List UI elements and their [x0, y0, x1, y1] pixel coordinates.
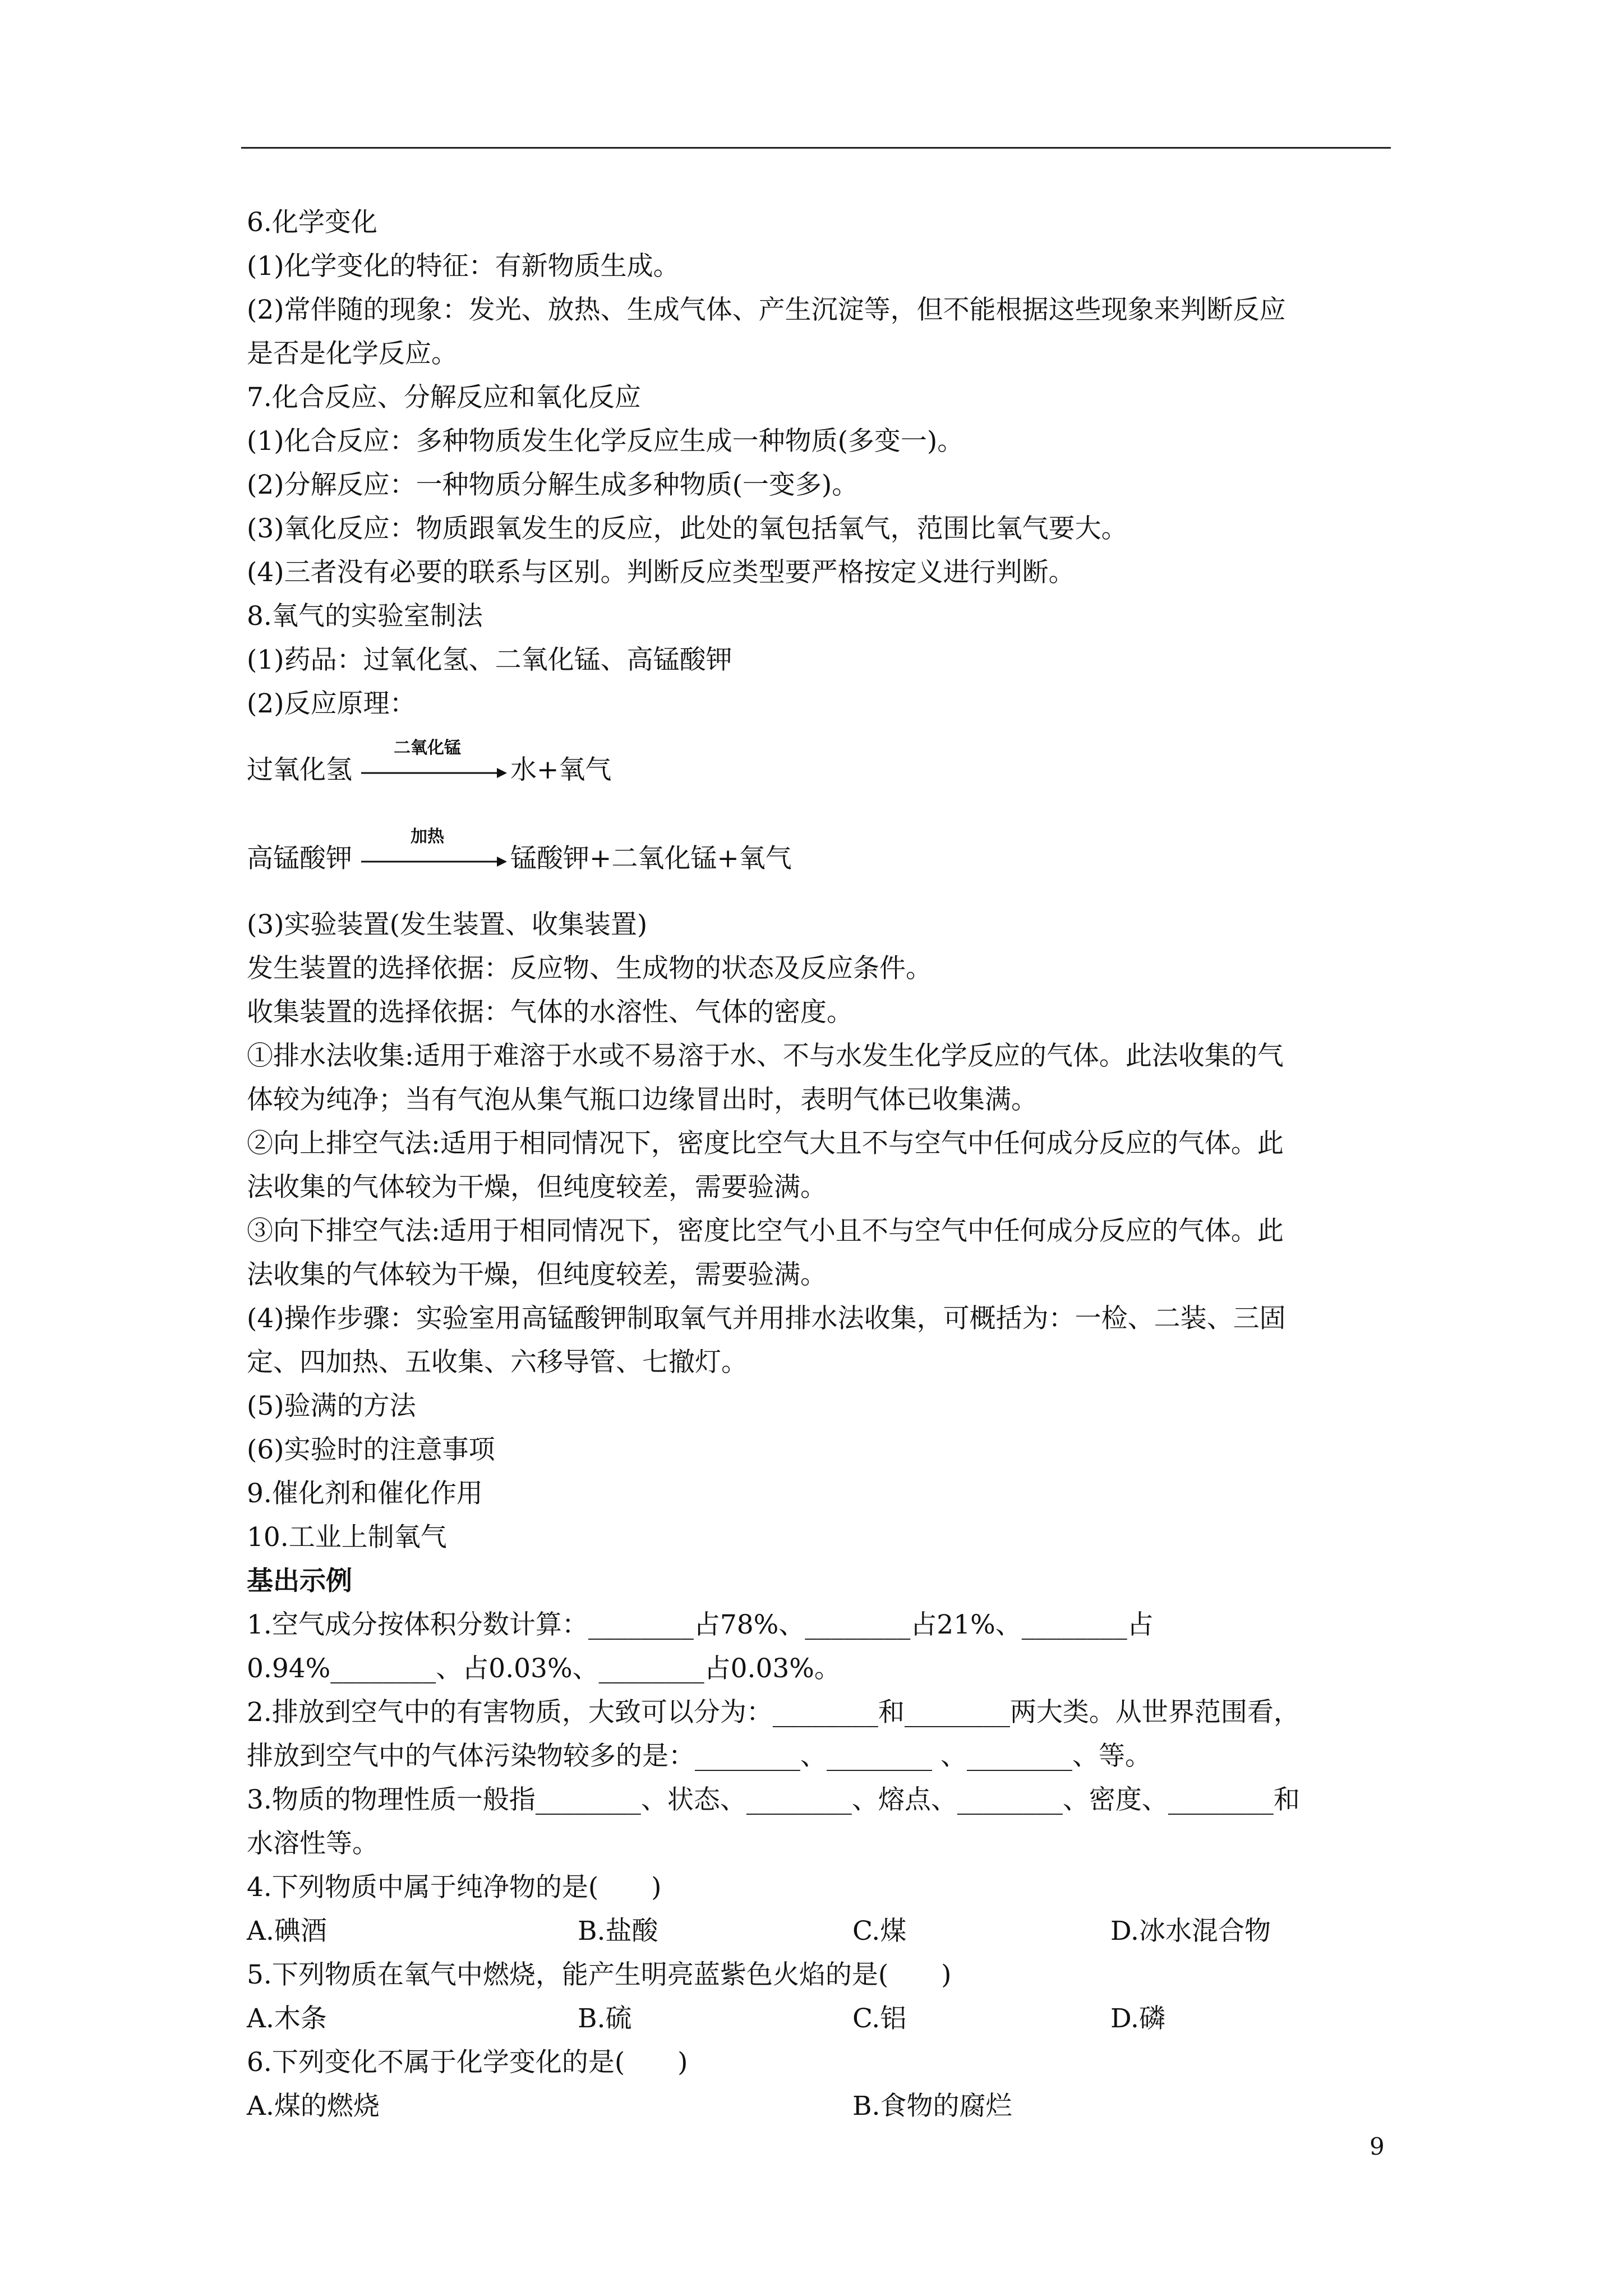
option-d: D.磷	[1110, 2003, 1165, 2034]
question-line: 排放到空气中的气体污染物较多的是：________、________ 、________、等。	[247, 1741, 1151, 1772]
text-line: 发生装置的选择依据：反应物、生成物的状态及反应条件。	[247, 953, 932, 984]
option-c: C.煤	[852, 1916, 907, 1947]
reaction-equation	[247, 815, 1391, 903]
text-line: 9.催化剂和催化作用	[247, 1478, 483, 1509]
page-content	[247, 201, 1391, 2128]
text-line: (3)氧化反应：物质跟氧发生的反应，此处的氧包括氧气，范围比氧气要大。	[247, 513, 1128, 544]
text-line: (1)化合反应：多种物质发生化学反应生成一种物质(多变一)。	[247, 426, 964, 457]
product: 锰酸钾+二氧化锰+氧气	[510, 843, 792, 874]
page-number: 9	[1370, 2133, 1385, 2160]
question-line: 1.空气成分按体积分数计算：________占78%、________占21%、________占	[247, 1609, 1154, 1640]
text-line: 8.氧气的实验室制法	[247, 601, 483, 632]
question-line: 5.下列物质在氧气中燃烧，能产生明亮蓝紫色火焰的是( )	[247, 1959, 952, 1990]
header-rule	[241, 147, 1391, 149]
text-line: (1)化学变化的特征：有新物质生成。	[247, 251, 680, 282]
question-line: 6.下列变化不属于化学变化的是( )	[247, 2047, 688, 2078]
text-line: 体较为纯净；当有气泡从集气瓶口边缘冒出时，表明气体已收集满。	[247, 1084, 1038, 1115]
option-d: D.冰水混合物	[1110, 1916, 1271, 1947]
reaction-condition: 加热	[411, 827, 444, 846]
arrow-icon	[360, 850, 511, 873]
question-line: 3.物质的物理性质一般指________、状态、________、熔点、________、密度、________和	[247, 1784, 1300, 1815]
reactant: 高锰酸钾	[247, 843, 352, 874]
text-line: (2)常伴随的现象：发光、放热、生成气体、产生沉淀等，但不能根据这些现象来判断反应	[247, 295, 1286, 325]
text-line: ③向下排空气法:适用于相同情况下，密度比空气小且不与空气中任何成分反应的气体。此	[247, 1216, 1284, 1246]
option-a: A.木条	[247, 2003, 327, 2034]
text-line: (3)实验装置(发生装置、收集装置)	[247, 909, 648, 940]
reaction-condition: 二氧化锰	[394, 738, 461, 758]
text-line: (2)反应原理：	[247, 688, 416, 719]
option-a: A.煤的燃烧	[247, 2091, 380, 2122]
option-c: C.铝	[852, 2003, 907, 2034]
question-line: 4.下列物质中属于纯净物的是( )	[247, 1872, 662, 1903]
text-line: 7.化合反应、分解反应和氧化反应	[247, 382, 641, 413]
question-line: 水溶性等。	[247, 1828, 379, 1859]
text-line: 定、四加热、五收集、六移导管、七撤灯。	[247, 1347, 748, 1378]
text-line: 10.工业上制氧气	[247, 1522, 447, 1553]
question-line: 0.94%________、占0.03%、________占0.03%。	[247, 1653, 841, 1684]
text-line: ①排水法收集:适用于难溶于水或不易溶于水、不与水发生化学反应的气体。此法收集的气	[247, 1041, 1284, 1071]
reaction-arrow	[360, 737, 511, 804]
text-line: (4)操作步骤：实验室用高锰酸钾制取氧气并用排水法收集，可概括为：一检、二装、三固	[247, 1303, 1286, 1334]
text-line: (2)分解反应：一种物质分解生成多种物质(一变多)。	[247, 470, 859, 500]
product: 水+氧气	[510, 754, 612, 785]
text-line: ②向上排空气法:适用于相同情况下，密度比空气大且不与空气中任何成分反应的气体。此	[247, 1128, 1284, 1159]
text-line: 收集装置的选择依据：气体的水溶性、气体的密度。	[247, 997, 853, 1028]
answer-options	[247, 1997, 1391, 2041]
text-line: (5)验满的方法	[247, 1391, 416, 1421]
answer-options	[247, 1910, 1391, 1953]
question-line: 2.排放到空气中的有害物质，大致可以分为：________和________两大类。从世界范围看，	[247, 1697, 1300, 1728]
answer-options	[247, 2085, 1391, 2128]
reaction-equation	[247, 726, 1391, 815]
text-line: 是否是化学反应。	[247, 338, 458, 369]
text-line: (4)三者没有必要的联系与区别。判断反应类型要严格按定义进行判断。	[247, 557, 1075, 588]
text-line: 6.化学变化	[247, 207, 377, 238]
option-a: A.碘酒	[247, 1916, 327, 1947]
text-line: (6)实验时的注意事项	[247, 1434, 495, 1465]
arrow-icon	[360, 762, 511, 784]
option-b: B.食物的腐烂	[852, 2091, 1012, 2122]
text-line: (1)药品：过氧化氢、二氧化锰、高锰酸钾	[247, 645, 732, 675]
reactant: 过氧化氢	[247, 754, 352, 785]
reaction-arrow	[360, 826, 511, 893]
option-b: B.硫	[578, 2003, 632, 2034]
option-b: B.盐酸	[578, 1916, 658, 1947]
section-title: 基出示例	[247, 1566, 352, 1596]
text-line: 法收集的气体较为干燥，但纯度较差，需要验满。	[247, 1172, 827, 1203]
text-line: 法收集的气体较为干燥，但纯度较差，需要验满。	[247, 1259, 827, 1290]
